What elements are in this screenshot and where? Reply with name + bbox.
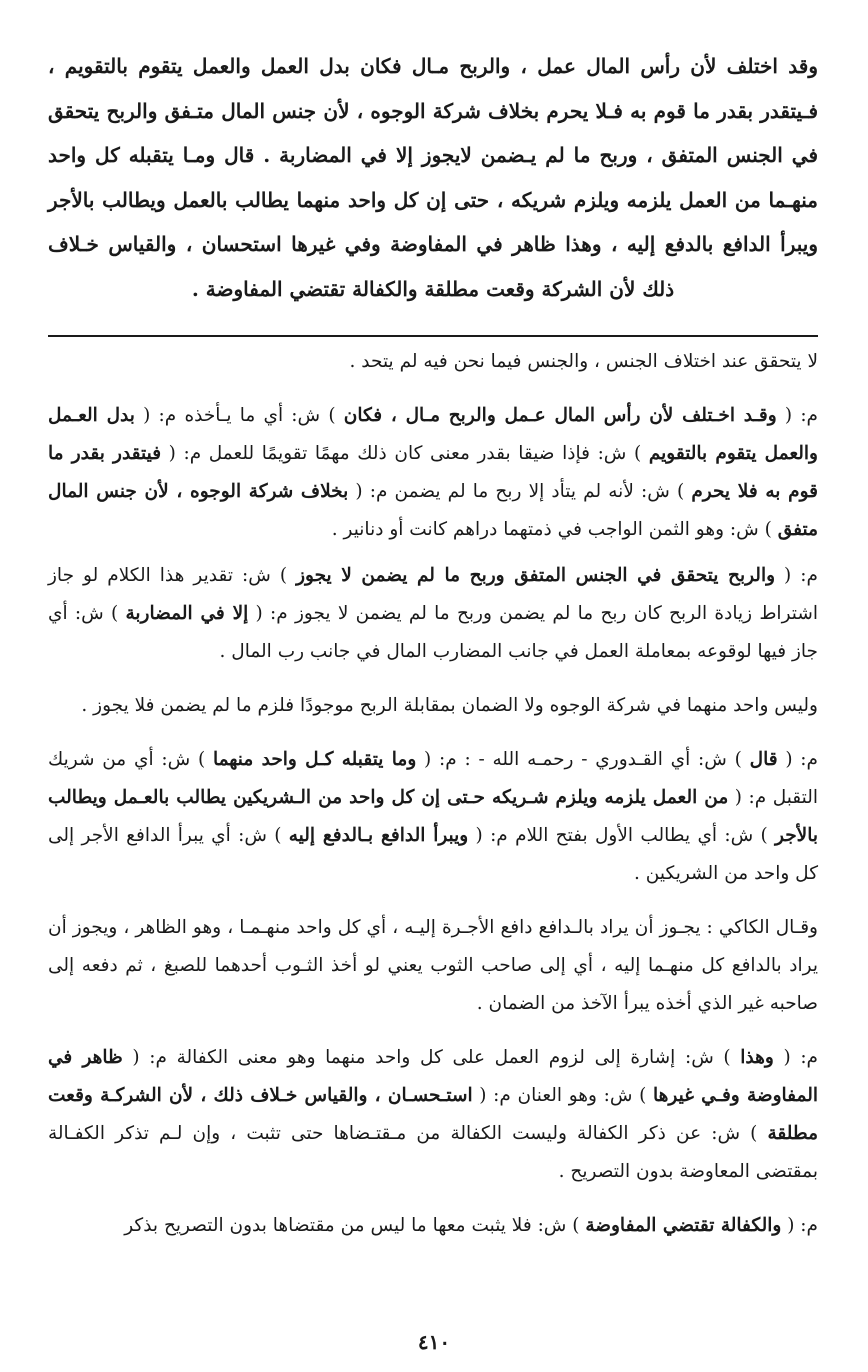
quoted-matn-segment: إلا في المضاربة bbox=[125, 603, 249, 624]
quoted-matn-segment: بخلاف شركة الوجوه ، لأن جنس المال متفق bbox=[48, 481, 818, 540]
quoted-matn-segment: قال bbox=[749, 749, 778, 770]
page-number: ٤١٠ bbox=[417, 1330, 451, 1354]
commentary-segment: ) ش: أي يطالب الأول بفتح اللام م: ( bbox=[468, 825, 776, 846]
commentary-segment: ) ش: فلا يثبت معها ما ليس من مقتضاها بدون التصريح بذكر bbox=[124, 1215, 586, 1236]
commentary-segment: ) ش: أي القـدوري - رحمـه الله - : م: ( bbox=[416, 749, 750, 770]
commentary-segment: ) ش: عن ذكر الكفالة وليست الكفالة من مـقتـضاها حتى تثبت ، وإن لـم تذكر الكفـالة بمقتضى المعاوضة بدون التصريح . bbox=[48, 1123, 818, 1182]
commentary-segment: ) ش: فإذا ضيقا بقدر معنى كان ذلك مهمًا تقويمًا للعمل م: ( bbox=[161, 443, 649, 464]
commentary-paragraph bbox=[48, 741, 818, 893]
commentary-segment: لا يتحقق عند اختلاف الجنس ، والجنس فيما نحن فيه لم يتحد . bbox=[349, 351, 818, 372]
commentary-segment: ) ش: أي ما يـأخذه م: ( bbox=[134, 405, 344, 426]
commentary-paragraph bbox=[48, 687, 818, 725]
quoted-matn-segment: ظاهر في المفاوضة وفـي غيرها bbox=[48, 1047, 819, 1106]
commentary-paragraph bbox=[48, 343, 818, 381]
commentary-segment: ) ش: أي يبرأ الدافع الأجر إلى كل واحد من الشريكين . bbox=[48, 825, 818, 884]
commentary-segment: ) ش: تقدير هذا الكلام لو جاز اشتراط زيادة الربح كان ربح ما لم يضمن وربح ما لم يضمن لا يجوز م: ( bbox=[48, 565, 819, 624]
commentary-paragraph bbox=[48, 1039, 818, 1191]
quoted-matn-segment: استـحسـان ، والقياس خـلاف ذلك ، لأن الشركـة وقعت مطلقة bbox=[48, 1085, 818, 1144]
quoted-matn-segment: ويبرأ الدافع بـالدفع إليه bbox=[288, 825, 469, 846]
quoted-matn-segment: من العمل يلزمه ويلزم شـريكه حـتى إن كل واحد من الـشريكين يطالب بالعـمل ويطالب بالأجر bbox=[48, 787, 819, 846]
commentary-segment: م: ( bbox=[777, 749, 818, 770]
commentary-segment: ) ش: وهو العنان م: ( bbox=[472, 1085, 654, 1106]
commentary-segment: ) ش: لأنه لم يتأد إلا ربح ما لم يضمن م: ( bbox=[348, 481, 692, 502]
quoted-matn-segment: وهذا bbox=[740, 1047, 774, 1068]
quoted-matn-segment: بدل العـمل والعمل يتقوم بالتقويم bbox=[48, 405, 818, 464]
commentary-paragraph bbox=[48, 1207, 818, 1245]
commentary-segment: ) ش: وهو الثمن الواجب في ذمتهما دراهم كانت أو دنانير . bbox=[331, 519, 778, 540]
quoted-matn-segment: وما يتقبله كـل واحد منهما bbox=[212, 749, 417, 770]
matn-text: وقد اختلف لأن رأس المال عمل ، والربح مـال فكان بدل العمل والعمل يتقوم بالتقويم ، فـيتقدر بقدر ما قوم به فـلا يحرم بخلاف شركة الوجوه ، لأن جنس المال متـفق والربح يتحقق في الجنس المتفق ، وربح ما لم يـضمن لايجوز إلا في المضاربة . قال ومـا يتقبله كل واحد منهـما من العمل يلزمه ويلزم شريكه ، حتى إن كل واحد منهما يطالب بالعمل ويطالب بالأجر ويبرأ الدافع بالدفع إليه ، وهذا ظاهر في المفاوضة وفي غيرها استحسان ، والقياس خـلاف ذلك لأن الشركة وقعت مطلقة والكفالة تقتضي المفاوضة . bbox=[48, 54, 819, 301]
commentary-segment: م: ( bbox=[775, 565, 818, 586]
commentary-segment: م: ( bbox=[773, 1047, 819, 1068]
commentary-segment: ) ش: أي جاز فيها لوقوعه بمعاملة العمل في جانب المضارب المال في جانب رب المال . bbox=[48, 603, 818, 662]
quoted-matn-segment: وقـد اخـتلف لأن رأس المال عـمل والربح مـال ، فكان bbox=[343, 405, 777, 426]
commentary-paragraph bbox=[48, 397, 818, 549]
commentary-segment: وقـال الكاكي : يجـوز أن يراد بالـدافع دافع الأجـرة إليـه ، أي كل واحد منهـمـا ، وهو الظاهر ، ويجوز أن يراد بالدافع كل منهـما إليه ، أي إلى صاحب الثوب يعني لو أخذ الثـوب أحدهما للصبغ ، ثم دفعه إلى صاحبه غير الذي أخذه يبرأ الآخذ من الضمان . bbox=[48, 917, 818, 1014]
footnote-separator bbox=[48, 335, 818, 337]
commentary-paragraph bbox=[48, 909, 818, 1023]
commentary-segment: م: ( bbox=[781, 1215, 818, 1236]
commentary-paragraph bbox=[48, 557, 818, 671]
commentary-segment: ) ش: إشارة إلى لزوم العمل على كل واحد منهما وهو معنى الكفالة م: ( bbox=[122, 1047, 741, 1068]
quoted-matn-segment: فيتقدر بقدر ما قوم به فلا يحرم bbox=[48, 443, 818, 502]
commentary-segment: م: ( bbox=[776, 405, 819, 426]
commentary bbox=[48, 343, 818, 1245]
commentary-segment: وليس واحد منهما في شركة الوجوه ولا الضمان بمقابلة الربح موجودًا فلزم ما لم يضمن فلا يجوز . bbox=[81, 695, 818, 716]
quoted-matn-segment: والربح يتحقق في الجنس المتفق وربح ما لم يضمن لا يجوز bbox=[296, 565, 776, 586]
book-page bbox=[48, 44, 818, 1352]
quoted-matn-segment: والكفالة تقتضي المفاوضة bbox=[585, 1215, 782, 1236]
commentary-segment: ) ش: أي من شريك التقبل م: ( bbox=[48, 749, 818, 808]
